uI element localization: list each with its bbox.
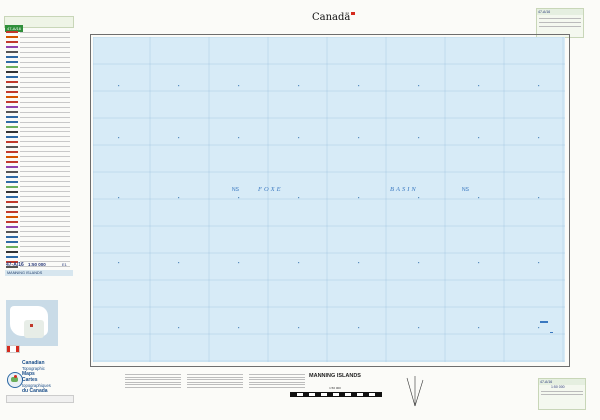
legend-text-line — [20, 161, 70, 162]
graticule-tick — [238, 137, 239, 138]
legend-sheet-id: 47-A/16 — [7, 26, 22, 31]
water-label-basin: BASIN — [390, 186, 418, 193]
legend-header — [4, 16, 74, 31]
publisher-line: Canadian — [22, 360, 45, 366]
legend-text-line — [20, 67, 70, 68]
legend-text-line — [20, 42, 70, 43]
legend-text-line — [20, 186, 70, 187]
legend-text-line — [20, 112, 70, 113]
bottom-right-index-box — [538, 378, 586, 410]
graticule-tick — [178, 327, 179, 328]
legend-symbol — [6, 91, 18, 93]
legend-symbol — [6, 211, 18, 213]
text-line — [187, 382, 243, 383]
legend-symbol — [6, 226, 18, 228]
legend-row — [6, 80, 70, 85]
graticule-tick — [238, 85, 239, 86]
graticule-tick — [118, 85, 119, 86]
legend-symbol — [6, 121, 18, 123]
graticule-tick — [358, 262, 359, 263]
legend-symbol — [6, 96, 18, 98]
legend-text-line — [20, 62, 70, 63]
divider — [541, 391, 583, 392]
legend-text-line — [20, 171, 70, 172]
legend-symbol — [6, 136, 18, 138]
legend-text-line — [20, 52, 70, 53]
publisher-line: Topographic — [22, 366, 45, 371]
graticule-tick — [478, 85, 479, 86]
graticule-tick — [298, 327, 299, 328]
graticule-tick — [478, 137, 479, 138]
legend-row — [6, 249, 70, 254]
legend-row — [6, 120, 70, 125]
legend-row — [6, 140, 70, 145]
legend-text-line — [20, 151, 70, 152]
legend-text-line — [20, 181, 70, 182]
graticule-tick — [538, 85, 539, 86]
text-line — [249, 382, 305, 383]
magnetic-north-line — [407, 378, 415, 406]
text-line — [249, 387, 305, 388]
text-line — [187, 374, 243, 375]
bottom-right-sheet-id: 47-A/16 — [539, 379, 585, 385]
legend-row — [6, 170, 70, 175]
graticule-tick — [418, 197, 419, 198]
graticule-tick — [238, 327, 239, 328]
water-label-foxe: FOXE — [258, 186, 283, 193]
graticule-tick — [178, 85, 179, 86]
legend-text-line — [20, 92, 70, 93]
text-line — [187, 384, 243, 385]
legend-row — [6, 234, 70, 239]
graticule-tick — [118, 262, 119, 263]
legend-row — [6, 65, 70, 70]
legend-row — [6, 145, 70, 150]
legend-map-title: MANNING ISLANDS — [5, 270, 73, 276]
legend-text-line — [20, 196, 70, 197]
legend-text-line — [20, 211, 70, 212]
divider — [539, 18, 581, 19]
text-line — [125, 379, 181, 380]
scale-bar — [290, 392, 382, 397]
legend-text-line — [20, 146, 70, 147]
legend-row — [6, 254, 70, 259]
text-line — [249, 377, 305, 378]
graticule-tick — [118, 137, 119, 138]
legend-row — [6, 165, 70, 170]
graticule-tick — [118, 197, 119, 198]
legend-edition: E1 — [62, 262, 67, 267]
graticule-tick — [178, 262, 179, 263]
legend-text-line — [20, 87, 70, 88]
shoal-mark — [540, 321, 548, 323]
legend-symbol — [6, 171, 18, 173]
legend-symbol — [6, 146, 18, 148]
legend-symbol — [6, 186, 18, 188]
legend-symbol — [6, 61, 18, 63]
legend-text-line — [20, 231, 70, 232]
text-line — [125, 374, 181, 375]
graticule-tick — [298, 197, 299, 198]
graticule-tick — [178, 197, 179, 198]
legend-text-line — [20, 221, 70, 222]
divider — [539, 26, 581, 27]
legend-row — [6, 135, 70, 140]
text-line — [187, 379, 243, 380]
legend-row — [6, 199, 70, 204]
graticule-tick — [418, 327, 419, 328]
text-line — [125, 382, 181, 383]
legend-text-line — [20, 117, 70, 118]
legend-row — [6, 50, 70, 55]
legend-symbol — [6, 151, 18, 153]
legend-row — [6, 180, 70, 185]
legend-row — [6, 125, 70, 130]
graticule-tick — [238, 197, 239, 198]
legend-text-line — [20, 156, 70, 157]
graticule-tick — [178, 137, 179, 138]
publisher-line: topographiques — [22, 383, 51, 388]
canada-flag-icon — [6, 345, 20, 353]
legend-text-line — [20, 102, 70, 103]
map-grid — [93, 37, 565, 362]
graticule-tick — [118, 327, 119, 328]
legend-row — [6, 100, 70, 105]
legend-row — [6, 110, 70, 115]
legend-symbol — [6, 196, 18, 198]
graticule-tick — [358, 137, 359, 138]
graticule-tick — [238, 262, 239, 263]
legend-text-line — [20, 246, 70, 247]
publisher-line: Cartes — [22, 377, 38, 383]
text-line — [187, 377, 243, 378]
publisher-line: Maps — [22, 371, 35, 377]
legend-row — [6, 224, 70, 229]
graticule-tick — [538, 327, 539, 328]
footer-map-title: MANNING ISLANDS — [309, 373, 361, 379]
legend-text-line — [20, 206, 70, 207]
graticule-tick — [418, 85, 419, 86]
legend-row — [6, 30, 70, 35]
index-map-land-detail — [24, 320, 44, 338]
index-map — [6, 300, 58, 346]
legend-row — [6, 239, 70, 244]
legend-text-line — [20, 72, 70, 73]
text-line — [125, 377, 181, 378]
legend-text-line — [20, 131, 70, 132]
legend-symbol — [6, 201, 18, 203]
legend-symbol — [6, 251, 18, 253]
text-line — [249, 379, 305, 380]
graticule-tick — [418, 262, 419, 263]
legend-row — [6, 75, 70, 80]
legend-row — [6, 155, 70, 160]
nrcan-logo-bar — [6, 395, 74, 403]
legend-text-line — [20, 127, 70, 128]
legend-symbol — [6, 51, 18, 53]
graticule-tick — [358, 327, 359, 328]
legend-text-line — [20, 57, 70, 58]
legend-row — [6, 190, 70, 195]
legend-row — [6, 115, 70, 120]
legend-symbol — [6, 166, 18, 168]
legend-symbol — [6, 131, 18, 133]
graticule-tick — [538, 197, 539, 198]
graticule-tick — [298, 262, 299, 263]
legend-row — [6, 45, 70, 50]
legend-symbol — [6, 76, 18, 78]
legend-row — [6, 214, 70, 219]
map-ns-label: NS — [232, 187, 239, 193]
legend-symbol — [6, 231, 18, 233]
graticule-tick — [478, 327, 479, 328]
divider — [539, 22, 581, 23]
legend-row — [6, 95, 70, 100]
shoal-mark — [550, 332, 553, 333]
map-ns-label: NS — [462, 187, 469, 193]
legend-text-line — [20, 176, 70, 177]
legend-row — [6, 60, 70, 65]
footer-block — [125, 372, 181, 408]
text-line — [125, 387, 181, 388]
top-right-sheet-id: 47-A/16 — [537, 9, 583, 15]
legend-symbol — [6, 86, 18, 88]
legend-symbol — [6, 236, 18, 238]
legend-row — [6, 105, 70, 110]
legend-symbol — [6, 56, 18, 58]
graticule-tick — [538, 262, 539, 263]
legend-symbol — [6, 46, 18, 48]
legend-symbol — [6, 66, 18, 68]
graticule-tick — [478, 197, 479, 198]
publisher-line: du Canada — [22, 388, 48, 394]
graticule-tick — [418, 137, 419, 138]
legend-sheet-number: 47-A/16 — [6, 262, 24, 268]
bottom-right-scale: 1:50 000 — [551, 385, 565, 389]
legend-text-line — [20, 251, 70, 252]
legend-text-line — [20, 236, 70, 237]
legend-symbol — [6, 191, 18, 193]
legend-text-line — [20, 107, 70, 108]
legend-symbols — [6, 30, 70, 269]
globe-icon — [7, 372, 23, 388]
legend-row — [6, 194, 70, 199]
legend-text-line — [20, 47, 70, 48]
legend-scale: 1:50 000 — [28, 262, 46, 267]
legend-row — [6, 70, 70, 75]
legend-text-line — [20, 226, 70, 227]
legend-symbol — [6, 81, 18, 83]
legend-symbol — [6, 36, 18, 38]
legend-row — [6, 229, 70, 234]
legend-symbol — [6, 141, 18, 143]
footer-block — [249, 372, 305, 408]
legend-row — [6, 185, 70, 190]
legend-text-line — [20, 191, 70, 192]
legend-symbol — [6, 161, 18, 163]
legend-row — [6, 130, 70, 135]
graticule-tick — [478, 262, 479, 263]
text-line — [249, 384, 305, 385]
legend-text-line — [20, 77, 70, 78]
legend-row — [6, 90, 70, 95]
text-line — [187, 387, 243, 388]
legend-symbol — [6, 126, 18, 128]
legend-symbol — [6, 216, 18, 218]
legend-text-line — [20, 136, 70, 137]
legend-symbol — [6, 241, 18, 243]
graticule-tick — [358, 85, 359, 86]
index-map-location-marker — [30, 324, 33, 327]
legend-symbol — [6, 256, 18, 258]
north-declination-diagram — [395, 372, 435, 408]
legend-symbol — [6, 41, 18, 43]
legend-text-line — [20, 97, 70, 98]
legend-symbol — [6, 221, 18, 223]
text-line — [249, 374, 305, 375]
canada-wordmark — [312, 12, 355, 23]
legend-text-line — [20, 216, 70, 217]
legend-text-line — [20, 141, 70, 142]
legend-row — [6, 40, 70, 45]
legend-symbol — [6, 181, 18, 183]
graticule-tick — [538, 137, 539, 138]
canada-wordmark-text: Canadä — [312, 12, 351, 23]
legend-symbol — [6, 206, 18, 208]
legend-text-line — [20, 37, 70, 38]
legend-row — [6, 175, 70, 180]
footer-scale: 1:50 000 — [329, 386, 341, 390]
legend-text-line — [20, 82, 70, 83]
legend-text-line — [20, 122, 70, 123]
divider — [541, 394, 583, 395]
legend-row — [6, 209, 70, 214]
legend-symbol — [6, 176, 18, 178]
legend-text-line — [20, 241, 70, 242]
legend-text-line — [20, 32, 70, 33]
legend-row — [6, 244, 70, 249]
legend-row — [6, 219, 70, 224]
text-line — [125, 384, 181, 385]
legend-symbol — [6, 111, 18, 113]
legend-row — [6, 204, 70, 209]
graticule-tick — [298, 137, 299, 138]
legend-symbol — [6, 106, 18, 108]
legend-row — [6, 85, 70, 90]
legend-row — [6, 160, 70, 165]
legend-row — [6, 55, 70, 60]
legend-symbol — [6, 116, 18, 118]
legend-symbol — [6, 31, 18, 33]
legend-symbol — [6, 246, 18, 248]
grid-north-line — [415, 380, 423, 406]
legend-symbol — [6, 71, 18, 73]
wordmark-flag-icon — [351, 12, 355, 15]
graticule-tick — [358, 197, 359, 198]
legend-symbol — [6, 156, 18, 158]
publisher-block — [22, 360, 68, 394]
legend-row — [6, 35, 70, 40]
legend-row — [6, 150, 70, 155]
graticule-tick — [298, 85, 299, 86]
legend-text-line — [20, 201, 70, 202]
legend-symbol — [6, 101, 18, 103]
legend-text-line — [20, 166, 70, 167]
footer-block — [187, 372, 243, 408]
legend-text-line — [20, 256, 70, 257]
